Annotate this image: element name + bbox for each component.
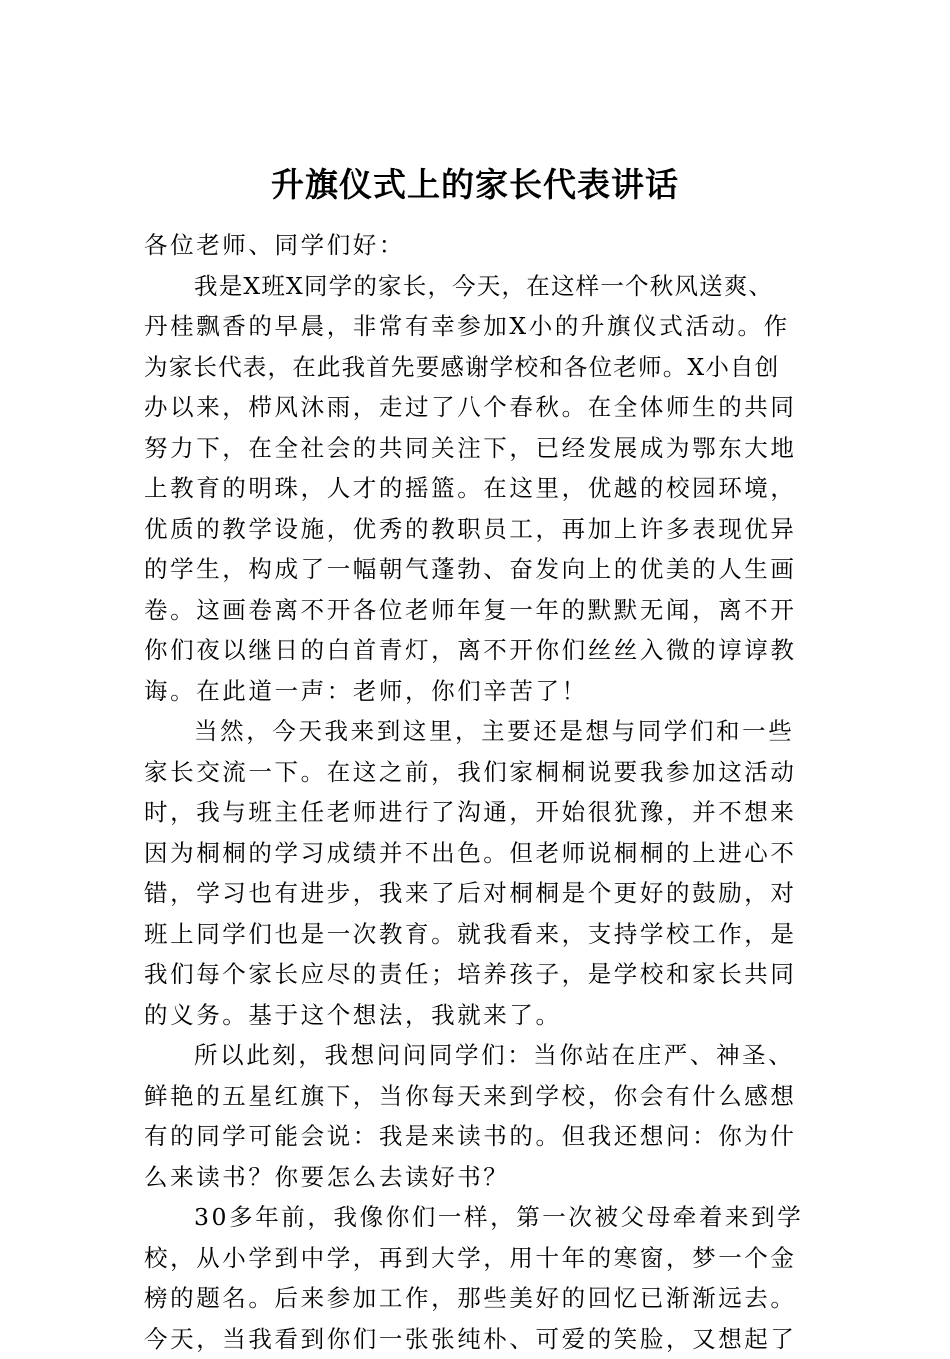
paragraph-line: 优质的教学设施，优秀的教职员工，再加上许多表现优异 (144, 509, 809, 550)
paragraph-line: 丹桂飘香的早晨，非常有幸参加X小的升旗仪式活动。作 (144, 306, 809, 347)
paragraph-line: 今天，当我看到你们一张张纯朴、可爱的笑脸，又想起了 (144, 1319, 809, 1359)
paragraph-line: 30多年前，我像你们一样，第一次被父母牵着来到学 (144, 1197, 809, 1238)
paragraph-line: 因为桐桐的学习成绩并不出色。但老师说桐桐的上进心不 (144, 833, 809, 874)
paragraph-line: 的学生，构成了一幅朝气蓬勃、奋发向上的优美的人生画 (144, 549, 809, 590)
paragraph-line: 时，我与班主任老师进行了沟通，开始很犹豫，并不想来 (144, 792, 809, 833)
paragraph-line: 当然，今天我来到这里，主要还是想与同学们和一些 (144, 711, 809, 752)
paragraph-line: 榜的题名。后来参加工作，那些美好的回忆已渐渐远去。 (144, 1278, 809, 1319)
document-body (144, 225, 809, 1359)
paragraph-line: 有的同学可能会说：我是来读书的。但我还想问：你为什 (144, 1116, 809, 1157)
paragraph-line: 办以来，栉风沐雨，走过了八个春秋。在全体师生的共同 (144, 387, 809, 428)
paragraph-line: 努力下，在全社会的共同关注下，已经发展成为鄂东大地 (144, 428, 809, 469)
paragraph-line: 错，学习也有进步，我来了后对桐桐是个更好的鼓励，对 (144, 873, 809, 914)
paragraph-line: 我是X班X同学的家长，今天，在这样一个秋风送爽、 (144, 266, 809, 307)
salutation-line: 各位老师、同学们好： (144, 225, 809, 266)
paragraph-line: 你们夜以继日的白首青灯，离不开你们丝丝入微的谆谆教 (144, 630, 809, 671)
paragraph-line: 鲜艳的五星红旗下，当你每天来到学校，你会有什么感想 (144, 1076, 809, 1117)
paragraph-line: 诲。在此道一声：老师，你们辛苦了！ (144, 671, 809, 712)
paragraph-line: 所以此刻，我想问问同学们：当你站在庄严、神圣、 (144, 1035, 809, 1076)
paragraph-line: 班上同学们也是一次教育。就我看来，支持学校工作，是 (144, 914, 809, 955)
paragraph-line: 么来读书？你要怎么去读好书？ (144, 1157, 809, 1198)
paragraph-line: 上教育的明珠，人才的摇篮。在这里，优越的校园环境， (144, 468, 809, 509)
paragraph-line: 家长交流一下。在这之前，我们家桐桐说要我参加这活动 (144, 752, 809, 793)
paragraph-line: 为家长代表，在此我首先要感谢学校和各位老师。X小自创 (144, 347, 809, 388)
page-title: 升旗仪式上的家长代表讲话 (0, 160, 950, 210)
paragraph-line: 我们每个家长应尽的责任；培养孩子，是学校和家长共同 (144, 954, 809, 995)
paragraph-line: 卷。这画卷离不开各位老师年复一年的默默无闻，离不开 (144, 590, 809, 631)
paragraph-line: 校，从小学到中学，再到大学，用十年的寒窗，梦一个金 (144, 1238, 809, 1279)
paragraph-line: 的义务。基于这个想法，我就来了。 (144, 995, 809, 1036)
